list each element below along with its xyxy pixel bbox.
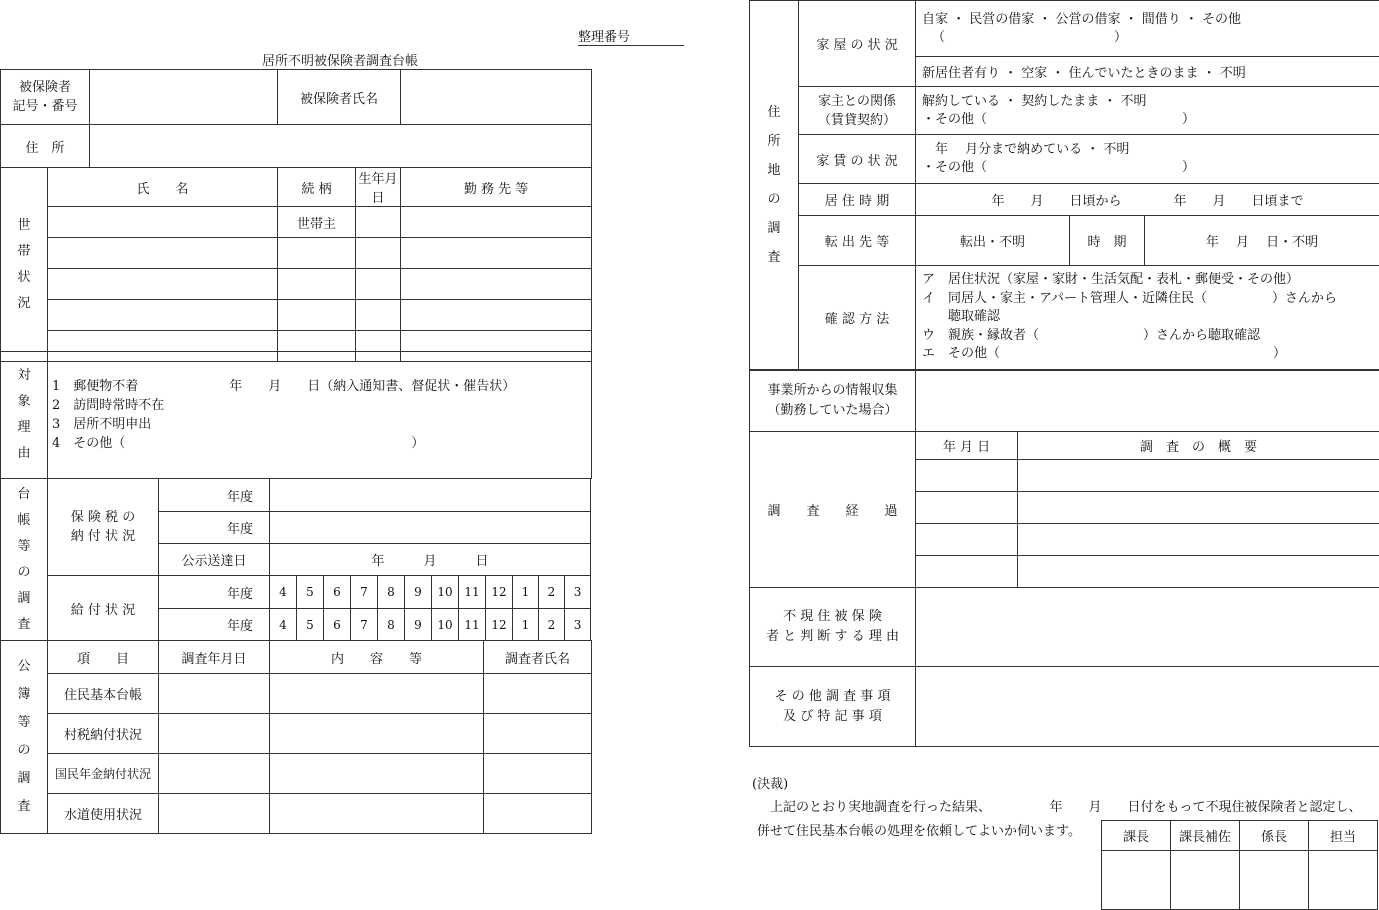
records-date-cell[interactable] <box>159 714 270 754</box>
records-col-investigator: 調査者氏名 <box>484 641 592 674</box>
reason-item: 4 その他（ ） <box>52 436 425 451</box>
house-status-label: 家 屋 の 状 況 <box>799 1 916 87</box>
landlord-relation-options[interactable] <box>916 87 1379 135</box>
household-relation-cell[interactable] <box>278 269 356 300</box>
approver-label: 課長 <box>1102 821 1171 851</box>
insured-name-label: 被保険者氏名 <box>278 70 401 125</box>
month-cell[interactable]: 10 <box>432 609 459 641</box>
records-content-cell[interactable] <box>270 674 484 714</box>
tax-status-label: 保 険 税 の 納 付 状 況 <box>48 479 159 576</box>
confirm-method-options[interactable] <box>916 266 1379 370</box>
employer-info-label: 事業所からの情報収集 （勤務していた場合） <box>750 371 916 432</box>
household-name-cell[interactable] <box>48 300 278 331</box>
progress-summary-cell[interactable] <box>1018 460 1379 492</box>
confirm-item: イ 同居人・家主・アパート管理人・近隣住民（ ）さんから <box>922 290 1337 306</box>
records-date-cell[interactable] <box>159 754 270 794</box>
household-name-cell[interactable] <box>48 207 278 238</box>
confirm-method-label: 確 認 方 法 <box>799 266 916 370</box>
household-birth-cell[interactable] <box>356 207 401 238</box>
address-field[interactable] <box>90 125 592 168</box>
rent-status-options[interactable] <box>916 135 1379 184</box>
month-cell[interactable]: 11 <box>459 576 486 609</box>
notice-date-field[interactable]: 年 月 日 <box>270 544 591 576</box>
records-investigator-cell[interactable] <box>484 794 592 834</box>
records-investigator-cell[interactable] <box>484 674 592 714</box>
nonresident-reason-field[interactable] <box>916 588 1379 667</box>
approval-stamp-table <box>1101 820 1378 910</box>
month-cell[interactable]: 2 <box>539 576 565 609</box>
tax-year-field[interactable] <box>270 512 591 544</box>
house-occupancy-options[interactable]: 新居住者有り ・ 空家 ・ 住んでいたときのまま ・ 不明 <box>916 57 1379 87</box>
ref-number[interactable] <box>578 26 684 46</box>
survey-detail-table <box>749 370 1379 747</box>
reason-item: 1 郵便物不着 年 月 日（納入通知書、督促状・催告状） <box>52 379 516 394</box>
moveout-timing-field[interactable]: 年 月 日・不明 <box>1145 216 1379 266</box>
reasons-side-label: 対 象 理 由 <box>1 352 48 479</box>
house-status-options[interactable] <box>916 1 1379 57</box>
month-cell[interactable]: 8 <box>378 576 405 609</box>
records-item-label: 水道使用状況 <box>48 794 159 834</box>
household-relation-cell[interactable] <box>278 300 356 331</box>
tax-year-label: 年度 <box>159 479 270 512</box>
benefit-year-label: 年度 <box>159 609 270 641</box>
house-status-other: （ ） <box>932 29 1128 45</box>
confirm-item: ア 居住状況（家屋・家財・生活気配・表札・郵便受・その他） <box>922 272 1300 288</box>
confirm-item: 聴取確認 <box>922 309 1001 325</box>
progress-col-summary: 調 査 の 概 要 <box>1018 432 1379 460</box>
records-content-cell[interactable] <box>270 754 484 794</box>
approval-stamp-box[interactable] <box>1171 851 1240 910</box>
household-name-cell[interactable] <box>48 238 278 269</box>
approval-stamp-box[interactable] <box>1309 851 1378 910</box>
household-birth-cell[interactable] <box>356 300 401 331</box>
decision-line-1: 上記のとおり実地調査を行った結果、 年 月 日付をもって不現住被保険者と認定し、 <box>770 800 1362 815</box>
reason-item: 2 訪問時常時不在 <box>52 398 165 413</box>
house-status-choices: 自家 ・ 民営の借家 ・ 公営の借家 ・ 間借り ・ その他 <box>922 11 1242 27</box>
month-cell[interactable]: 4 <box>270 576 297 609</box>
residence-period-field[interactable]: 年 月 日頃から 年 月 日頃まで <box>916 184 1379 216</box>
progress-summary-cell[interactable] <box>1018 492 1379 524</box>
month-cell[interactable]: 11 <box>459 609 486 641</box>
records-investigator-cell[interactable] <box>484 754 592 794</box>
household-work-cell[interactable] <box>401 238 592 269</box>
approver-label: 担当 <box>1309 821 1378 851</box>
progress-col-date: 年 月 日 <box>916 432 1018 460</box>
month-cell[interactable]: 12 <box>486 576 513 609</box>
records-investigator-cell[interactable] <box>484 714 592 754</box>
household-birth-cell[interactable] <box>356 269 401 300</box>
moveout-timing-label: 時 期 <box>1070 216 1145 266</box>
progress-date-cell[interactable] <box>916 556 1018 588</box>
landlord-relation-other: ・その他（ ） <box>922 111 1196 127</box>
public-records-table <box>0 640 592 834</box>
other-notes-field[interactable] <box>916 667 1379 747</box>
benefit-year-label: 年度 <box>159 576 270 609</box>
tax-year-field[interactable] <box>270 479 591 512</box>
records-item-label: 住民基本台帳 <box>48 674 159 714</box>
records-item-label: 国民年金納付状況 <box>48 754 159 794</box>
records-col-item: 項 目 <box>48 641 159 674</box>
ledger-table <box>0 478 591 641</box>
month-cell[interactable]: 9 <box>405 609 432 641</box>
month-cell[interactable]: 2 <box>539 609 565 641</box>
rent-status-choices: 年 月分まで納めている ・ 不明 <box>922 142 1130 157</box>
household-side-label: 世 帯 状 況 <box>1 168 48 362</box>
moveout-label: 転 出 先 等 <box>799 216 916 266</box>
month-cell[interactable]: 8 <box>378 609 405 641</box>
nonresident-reason-label: 不 現 住 被 保 険 者 と 判 断 す る 理 由 <box>750 588 916 667</box>
decision-line-2: 併せて住民基本台帳の処理を依頼してよいか伺います。 <box>757 824 1081 839</box>
month-cell[interactable]: 5 <box>297 576 324 609</box>
month-cell[interactable]: 12 <box>486 609 513 641</box>
residence-table <box>749 0 1379 370</box>
reasons-list <box>48 352 592 479</box>
progress-summary-cell[interactable] <box>1018 524 1379 556</box>
progress-date-cell[interactable] <box>916 492 1018 524</box>
reasons-table <box>0 351 592 479</box>
progress-date-cell[interactable] <box>916 524 1018 556</box>
month-cell[interactable]: 9 <box>405 576 432 609</box>
insured-name-field[interactable] <box>401 70 592 125</box>
benefit-status-label: 給 付 状 況 <box>48 576 159 641</box>
landlord-relation-label: 家主との関係 （賃貸契約） <box>799 87 916 135</box>
insured-household-table <box>0 69 592 362</box>
moveout-field[interactable]: 転出・不明 <box>916 216 1070 266</box>
tax-year-label: 年度 <box>159 512 270 544</box>
records-item-label: 村税納付状況 <box>48 714 159 754</box>
ref-number-label: 整理番号 <box>578 30 631 45</box>
other-notes-label: そ の 他 調 査 事 項 及 び 特 記 事 項 <box>750 667 916 747</box>
records-date-cell[interactable] <box>159 794 270 834</box>
progress-summary-cell[interactable] <box>1018 556 1379 588</box>
household-col-relation: 続 柄 <box>278 168 356 207</box>
records-content-cell[interactable] <box>270 714 484 754</box>
records-content-cell[interactable] <box>270 794 484 834</box>
ledger-side-label: 台 帳 等 の 調 査 <box>1 479 48 641</box>
reason-item: 3 居所不明申出 <box>52 417 152 432</box>
confirm-item: エ その他（ ） <box>922 346 1287 362</box>
month-cell[interactable]: 7 <box>351 609 378 641</box>
confirm-item: ウ 親族・縁故者（ ）さんから聴取確認 <box>922 327 1261 343</box>
month-cell[interactable]: 7 <box>351 576 378 609</box>
records-col-date: 調査年月日 <box>159 641 270 674</box>
household-birth-cell[interactable] <box>356 238 401 269</box>
household-col-work: 勤 務 先 等 <box>401 168 592 207</box>
records-date-cell[interactable] <box>159 674 270 714</box>
month-cell[interactable]: 1 <box>513 576 539 609</box>
landlord-relation-choices: 解約している ・ 契約したまま ・ 不明 <box>922 93 1147 109</box>
month-cell[interactable]: 1 <box>513 609 539 641</box>
household-name-cell[interactable] <box>48 269 278 300</box>
approval-stamp-box[interactable] <box>1240 851 1309 910</box>
notice-date-label: 公示送達日 <box>159 544 270 576</box>
month-cell[interactable]: 6 <box>324 576 351 609</box>
decision-heading: (決裁) <box>752 777 789 792</box>
household-work-cell[interactable] <box>401 269 592 300</box>
month-cell[interactable]: 3 <box>565 576 591 609</box>
progress-date-cell[interactable] <box>916 460 1018 492</box>
form-title: 居所不明被保険者調査台帳 <box>261 54 418 69</box>
household-col-name: 氏 名 <box>48 168 278 207</box>
approver-label: 課長補佐 <box>1171 821 1240 851</box>
public-records-side-label: 公 簿 等 の 調 査 <box>1 641 48 834</box>
residence-side-label: 住 所 地 の 調 査 <box>750 1 799 370</box>
month-cell[interactable]: 3 <box>565 609 591 641</box>
residence-period-label: 居 住 時 期 <box>799 184 916 216</box>
insured-number-field[interactable] <box>90 70 278 125</box>
month-cell[interactable]: 5 <box>297 609 324 641</box>
address-label: 住 所 <box>1 125 90 168</box>
month-cell[interactable]: 4 <box>270 609 297 641</box>
household-col-birth: 生年月日 <box>356 168 401 207</box>
records-col-content: 内 容 等 <box>270 641 484 674</box>
household-work-cell[interactable] <box>401 300 592 331</box>
progress-label: 調 査 経 過 <box>750 432 916 588</box>
rent-status-other: ・その他（ ） <box>922 160 1196 175</box>
month-cell[interactable]: 10 <box>432 576 459 609</box>
household-work-cell[interactable] <box>401 207 592 238</box>
household-relation-cell[interactable] <box>278 238 356 269</box>
employer-info-field[interactable] <box>916 371 1379 432</box>
insured-number-label: 被保険者 記号・番号 <box>1 70 90 125</box>
rent-status-label: 家 賃 の 状 況 <box>799 135 916 184</box>
month-cell[interactable]: 6 <box>324 609 351 641</box>
approval-stamp-box[interactable] <box>1102 851 1171 910</box>
approver-label: 係長 <box>1240 821 1309 851</box>
household-relation-cell: 世帯主 <box>278 207 356 238</box>
